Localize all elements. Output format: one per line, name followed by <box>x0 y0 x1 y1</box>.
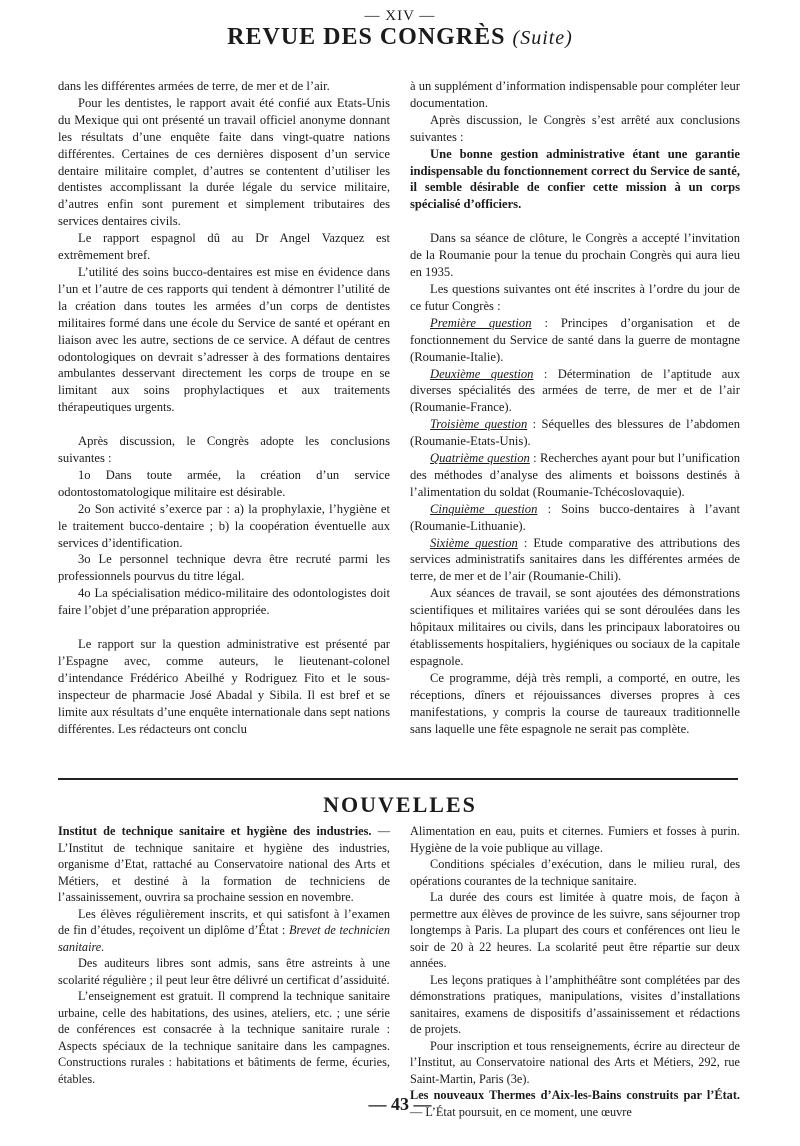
question-label: Troisième question <box>430 417 528 432</box>
page-number: — 43 — <box>368 1094 432 1114</box>
paragraph: Dans sa séance de clôture, le Congrès a accepté l’invitation de la Roumanie pour la tenue du prochain Congrès qui aura lieu en 1935. <box>410 231 740 280</box>
paragraph: Le rapport sur la question administrative est présenté par l’Espagne avec, comme auteurs, le lieutenant-colonel d’intendance Frédérico Abeilhé y Rodriguez Fito et le sous-inspecteur de pharmacie José Abadal y Sibila. Il est bref et se limite aux résultats d’une enquête internationale dans sept nations différentes. Les rédacteurs ont conclu <box>58 637 390 736</box>
question-text: : Etude comparative des attributions des services administratifs sanitaires dans les différentes armées de terre, de mer et de l’air (Roumanie-Chili). <box>410 535 740 584</box>
section-title-suite: (Suite) <box>512 27 573 49</box>
news-heading: Les nouveaux Thermes d’Aix-les-Bains construits par l’État. <box>410 1088 740 1102</box>
section-divider <box>58 778 738 780</box>
question-label: Deuxième question <box>430 366 534 381</box>
paragraph-text: Les élèves régulièrement inscrits, et qui satisfont à l’examen de fin d’études, reçoivent un diplôme d’État : <box>58 906 390 937</box>
paragraph: Alimentation en eau, puits et citernes. Fumiers et fosses à purin. Hygiène de la voie publique au village. <box>410 824 740 855</box>
question-item <box>410 501 740 535</box>
paragraph <box>58 906 390 956</box>
paragraph: Les leçons pratiques à l’amphithéâtre sont complétées par des démonstrations pratiques, manipulations, visites d’installations sanitaires, examens de dispositifs d’assainissement et rédactions de projets. <box>410 972 740 1036</box>
question-item <box>410 315 740 366</box>
paragraph: Aux séances de travail, se sont ajoutées des démonstrations scientifiques et militaires variées qui se sont déroulées dans les hôpitaux militaires ou civils, dans les principaux laboratoires ou établissements hospitaliers, hygiéniques ou sociaux de la capitale espagnole. <box>410 586 740 668</box>
news-heading: Institut de technique sanitaire et hygiène des industries. <box>58 824 372 838</box>
question-text: : Détermination de l’aptitude aux diverses spécialités des armées de terre, de mer et de l’air (Roumanie-France). <box>410 366 740 415</box>
paragraph: L’enseignement est gratuit. Il comprend la technique sanitaire urbaine, celle des habitations, des usines, ateliers, etc. ; une série de conférences est consacrée à la technique sanitaire rurale : Aspects spéciaux de la technique sanitaire dans les campagnes. Constructions rurales : habitations et bâtiments de ferme, écuries, étables. <box>58 989 390 1086</box>
question-item <box>410 450 740 501</box>
news-text: — L’État poursuit, en ce moment, une œuvre <box>410 1104 632 1119</box>
question-text: : Recherches ayant pour but l’unification des méthodes d’analyse des aliments et boissons destinés à l’alimentation du soldat (Roumanie-Tchécoslovaquie). <box>410 451 740 499</box>
conclusion-item: 2o Son activité s’exerce par : a) la prophylaxie, l’hygiène et le traitement bucco-dentaire ; b) la coopération éventuelle aux services d’identification. <box>58 501 390 550</box>
question-item <box>410 366 740 417</box>
section-title <box>0 24 800 51</box>
question-label: Sixième question <box>430 535 518 550</box>
paragraph: Les questions suivantes ont été inscrites à l’ordre du jour de ce futur Congrès : <box>410 281 740 313</box>
paragraph: La durée des cours est limitée à quatre mois, de façon à permettre aux élèves de province de les suivre, sans séjourner trop longtemps à Paris. La plupart des cours et conférences ont lieu le soir de 20 à 22 heures. La scolarité peut être répartie sur deux années. <box>410 890 740 970</box>
section-title-text: REVUE DES CONGRÈS <box>227 24 506 50</box>
conclusion-item: 3o Le personnel technique devra être recruté parmi les professionnels pourvus du titre légal. <box>58 552 390 584</box>
paragraph: Pour inscription et tous renseignements, écrire au directeur de l’Institut, au Conservatoire national des Arts et Métiers, 292, rue Saint-Martin, Paris (3e). <box>410 1038 740 1086</box>
question-label: Quatrième question <box>430 451 530 466</box>
nouvelles-title: NOUVELLES <box>323 792 477 817</box>
question-item <box>410 416 740 450</box>
conclusion-item: 1o Dans toute armée, la création d’un service odontostomatologique militaire est désirable. <box>58 467 390 499</box>
question-text: : Séquelles des blessures de l’abdomen (Roumanie-Etats-Unis). <box>410 417 740 449</box>
nouvelles-right-column <box>410 823 740 1120</box>
question-text: : Principes d’organisation et de fonctionnement du Service de santé dans la guerre de montagne (Roumanie-Italie). <box>410 315 741 364</box>
question-text: : Soins bucco-dentaires à l’avant (Roumanie-Lithuanie). <box>410 501 740 533</box>
paragraph: Après discussion, le Congrès adopte les conclusions suivantes : <box>58 434 390 466</box>
nouvelles-left-column <box>58 823 390 1087</box>
congres-left-column <box>58 78 390 738</box>
paragraph: Des auditeurs libres sont admis, sans être astreints à une scolarité régulière ; il peut leur être délivré un certificat d’assiduité. <box>58 956 390 987</box>
page-number-roman: — XIV — <box>364 8 436 24</box>
news-item <box>58 823 390 906</box>
paragraph: Ce programme, déjà très rempli, a comporté, en outre, les réceptions, dîners et réjouissances diverses propres à ces manifestations, y compris la course de taureaux traditionnelle sans laquelle une fête espagnole ne serait pas complète. <box>410 670 740 736</box>
conclusion-item: 4o La spécialisation médico-militaire des odontologistes doit faire l’objet d’une préparation appropriée. <box>58 586 390 618</box>
paragraph: dans les différentes armées de terre, de mer et de l’air. <box>58 79 330 93</box>
paragraph: Le rapport espagnol dû au Dr Angel Vazquez est extrêmement bref. <box>58 231 390 263</box>
conclusion-paragraph: Une bonne gestion administrative étant une garantie indispensable du fonctionnement correct du Service de santé, il semble désirable de confier cette mission à un corps spécialisé d’officiers. <box>410 146 740 212</box>
question-item <box>410 535 740 586</box>
congres-right-column <box>410 78 740 737</box>
paragraph: à un supplément d’information indispensable pour compléter leur documentation. <box>410 79 740 110</box>
question-label: Première question <box>430 315 532 330</box>
news-text: —L’Institut de technique sanitaire et hygiène des industries, organisme d’Etat, rattaché au Conservatoire national des Arts et Métiers, et destiné à la formation de techniciens de l’assainissement, ouvrira sa prochaine session en novembre. <box>58 824 390 904</box>
paragraph: Après discussion, le Congrès s’est arrêté aux conclusions suivantes : <box>410 112 740 144</box>
paragraph: Pour les dentistes, le rapport avait été confié aux Etats-Unis du Mexique qui ont présenté un travail officiel anonyme donnant les résultats d’une enquête faite dans vingt-quatre nations différentes. Certaines de ces dernières disposent d’un service dentaire militaire complet, d’autres se contentent d’utiliser les dentistes accomplissant la durée légale du service militaire, d’autres enfin sont purement et simplement tributaires des services dentaires civils. <box>58 95 390 229</box>
question-label: Cinquième question <box>430 501 538 516</box>
diploma-name: Brevet de technicien sanitaire. <box>58 923 390 954</box>
paragraph: L’utilité des soins bucco-dentaires est mise en évidence dans l’un et l’autre de ces rapports qui tendent à démontrer l’utilité de la création dans toutes les armées d’un corps de dentistes militaires formé dans une école du Service de santé et opérant en liaison avec les autre, sections de ce service. A défaut de centres odontologiques on devrait s’adresser à des formations dentaires ambulantes desservant directement les corps de troupe en se limitant aux soins prophylactiques et aux traitements thérapeutiques urgents. <box>58 264 390 415</box>
paragraph: Conditions spéciales d’exécution, dans le milieu rural, des opérations courantes de la technique sanitaire. <box>410 857 740 888</box>
